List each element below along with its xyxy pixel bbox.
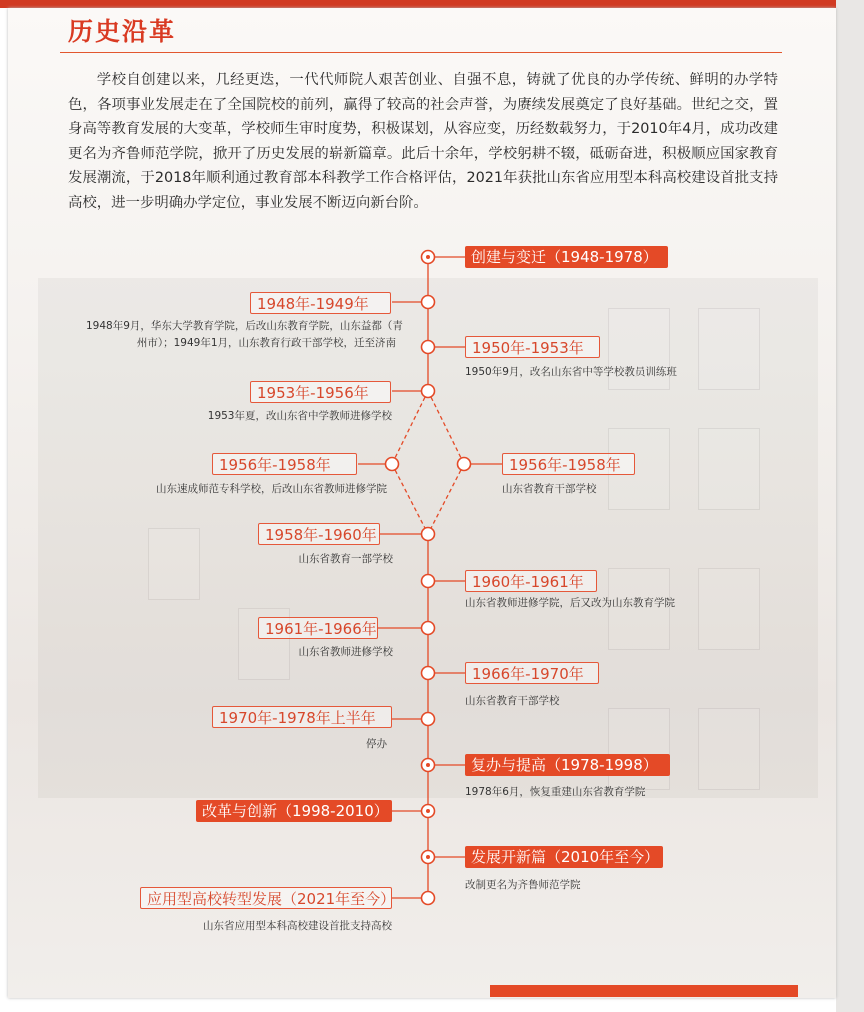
timeline-node bbox=[422, 341, 435, 354]
timeline-period-label: 1956年-1958年 bbox=[212, 453, 357, 475]
timeline-period-label: 1961年-1966年 bbox=[258, 617, 378, 639]
timeline-node bbox=[422, 385, 435, 398]
section-title: 历史沿革 bbox=[68, 17, 177, 46]
timeline-description: 改制更名为齐鲁师范学院 bbox=[465, 879, 581, 891]
timeline-description: 停办 bbox=[366, 738, 387, 750]
timeline-node bbox=[422, 528, 435, 541]
timeline-description: 1978年6月，恢复重建山东省教育学院 bbox=[465, 786, 646, 798]
timeline-description: 山东省教育干部学校 bbox=[465, 695, 560, 707]
timeline-description: 山东省应用型本科高校建设首批支持高校 bbox=[203, 920, 392, 932]
intro-paragraph: 学校自创建以来，几经更迭，一代代师院人艰苦创业、自强不息，铸就了优良的办学传统、鲜明的办学特色，各项事业发展走在了全国院校的前列，赢得了较高的社会声誉，为赓续发展奠定了良好基础。世纪之交，置身高等教育发展的大变革，学校师生审时度势，积极谋划，从容应变，历经数载努力，于2010年4月，成功改建更名为齐鲁师范学院，掀开了历史发展的崭新篇章。此后十余年，学校躬耕不辍，砥砺奋进，积极顺应国家教育发展潮流，于2018年顺利通过教育部本科教学工作合格评估，2021年获批山东省应用型本科高校建设首批支持高校，进一步明确办学定位，事业发展不断迈向新台阶。 bbox=[68, 72, 778, 211]
timeline-node bbox=[422, 892, 435, 905]
timeline-period-label: 1958年-1960年 bbox=[258, 523, 380, 545]
timeline-node bbox=[458, 458, 471, 471]
timeline-era-label: 应用型高校转型发展（2021年至今） bbox=[140, 887, 392, 909]
timeline-period-label: 1948年-1949年 bbox=[250, 292, 391, 314]
timeline-description: 山东省教师进修学校 bbox=[298, 646, 393, 658]
timeline-era-label: 改革与创新（1998-2010） bbox=[196, 800, 392, 822]
timeline-period-label: 1956年-1958年 bbox=[502, 453, 635, 475]
timeline-description: 山东省教育干部学校 bbox=[502, 483, 597, 495]
timeline-description: 1948年9月，华东大学教育学院，后改山东教育学院，山东益都（青 bbox=[86, 320, 403, 332]
timeline-era-label: 发展开新篇（2010年至今） bbox=[465, 846, 663, 868]
timeline-era-label: 创建与变迁（1948-1978） bbox=[465, 246, 668, 268]
bottom-accent-bar bbox=[490, 985, 798, 997]
timeline-description: 1950年9月，改名山东省中等学校教员训练班 bbox=[465, 366, 677, 378]
timeline-node bbox=[422, 622, 435, 635]
timeline-period-label: 1953年-1956年 bbox=[250, 381, 391, 403]
timeline-node bbox=[386, 458, 399, 471]
timeline-era-label: 复办与提高（1978-1998） bbox=[465, 754, 670, 776]
timeline-node bbox=[422, 667, 435, 680]
timeline-node bbox=[422, 713, 435, 726]
timeline-period-label: 1960年-1961年 bbox=[465, 570, 597, 592]
timeline-description: 山东省教师进修学院，后又改为山东教育学院 bbox=[465, 597, 675, 609]
timeline-period-label: 1966年-1970年 bbox=[465, 662, 599, 684]
timeline-description: 山东省教育一部学校 bbox=[298, 553, 393, 565]
timeline-node bbox=[422, 296, 435, 309]
timeline-period-label: 1970年-1978年上半年 bbox=[212, 706, 392, 728]
timeline-description: 1953年夏，改山东省中学教师进修学校 bbox=[207, 410, 392, 422]
timeline-description: 州市）；1949年1月，山东教育行政干部学校，迁至济南 bbox=[136, 337, 396, 349]
timeline-node bbox=[422, 575, 435, 588]
timeline-description: 山东速成师范专科学校，后改山东省教师进修学院 bbox=[156, 483, 387, 495]
timeline-period-label: 1950年-1953年 bbox=[465, 336, 600, 358]
